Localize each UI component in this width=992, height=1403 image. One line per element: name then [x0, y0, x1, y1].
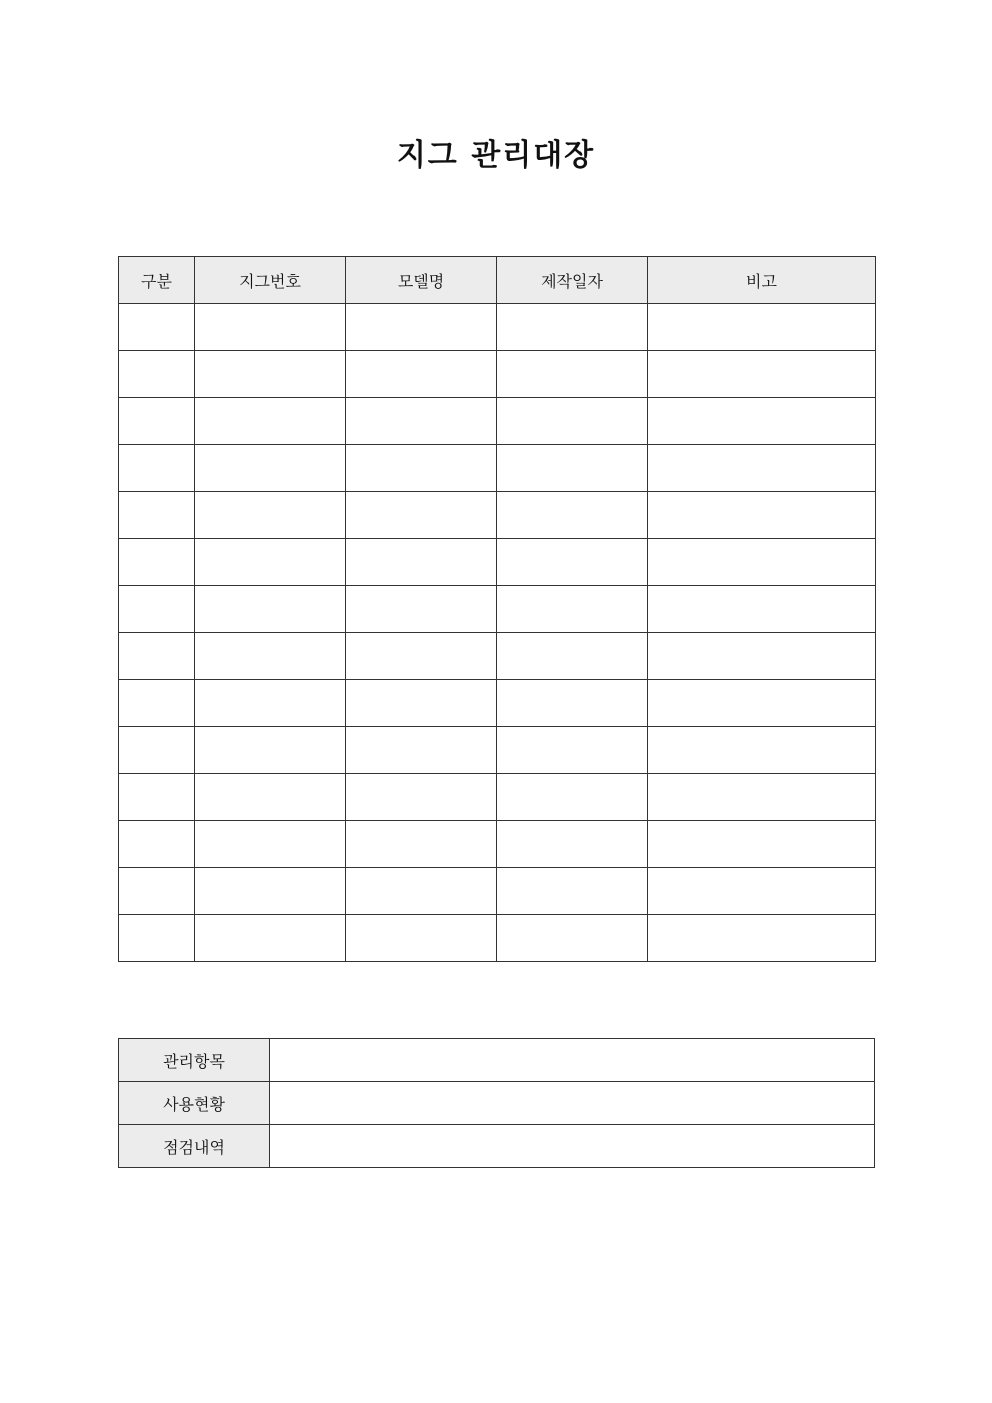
cell-category[interactable] [119, 821, 195, 868]
register-table-body [119, 304, 876, 962]
cell-category[interactable] [119, 633, 195, 680]
cell-production-date[interactable] [497, 351, 648, 398]
cell-jig-number[interactable] [195, 680, 346, 727]
cell-category[interactable] [119, 398, 195, 445]
cell-category[interactable] [119, 727, 195, 774]
info-label-inspection-history: 점검내역 [119, 1125, 270, 1168]
table-row [119, 868, 876, 915]
table-row [119, 304, 876, 351]
cell-remarks[interactable] [648, 821, 876, 868]
cell-remarks[interactable] [648, 915, 876, 962]
table-header-row [119, 257, 876, 304]
cell-jig-number[interactable] [195, 868, 346, 915]
table-row [119, 774, 876, 821]
cell-production-date[interactable] [497, 821, 648, 868]
cell-model-name[interactable] [346, 774, 497, 821]
column-header-category: 구분 [119, 257, 195, 304]
cell-category[interactable] [119, 539, 195, 586]
cell-production-date[interactable] [497, 304, 648, 351]
info-value-management-item[interactable] [270, 1039, 875, 1082]
cell-remarks[interactable] [648, 445, 876, 492]
management-info-table [118, 1038, 875, 1168]
info-row-management-item [119, 1039, 875, 1082]
cell-production-date[interactable] [497, 774, 648, 821]
table-row [119, 492, 876, 539]
cell-production-date[interactable] [497, 727, 648, 774]
cell-remarks[interactable] [648, 774, 876, 821]
table-row [119, 445, 876, 492]
table-row [119, 586, 876, 633]
cell-jig-number[interactable] [195, 633, 346, 680]
table-row [119, 821, 876, 868]
cell-model-name[interactable] [346, 492, 497, 539]
cell-jig-number[interactable] [195, 727, 346, 774]
cell-remarks[interactable] [648, 304, 876, 351]
info-value-inspection-history[interactable] [270, 1125, 875, 1168]
cell-category[interactable] [119, 304, 195, 351]
cell-jig-number[interactable] [195, 492, 346, 539]
table-row [119, 727, 876, 774]
cell-jig-number[interactable] [195, 351, 346, 398]
info-label-management-item: 관리항목 [119, 1039, 270, 1082]
cell-model-name[interactable] [346, 633, 497, 680]
cell-category[interactable] [119, 680, 195, 727]
cell-production-date[interactable] [497, 398, 648, 445]
cell-jig-number[interactable] [195, 445, 346, 492]
info-value-usage-status[interactable] [270, 1082, 875, 1125]
cell-remarks[interactable] [648, 539, 876, 586]
cell-category[interactable] [119, 351, 195, 398]
cell-model-name[interactable] [346, 680, 497, 727]
column-header-jig-number: 지그번호 [195, 257, 346, 304]
cell-jig-number[interactable] [195, 821, 346, 868]
cell-production-date[interactable] [497, 868, 648, 915]
cell-remarks[interactable] [648, 868, 876, 915]
cell-model-name[interactable] [346, 304, 497, 351]
cell-remarks[interactable] [648, 680, 876, 727]
cell-category[interactable] [119, 586, 195, 633]
cell-production-date[interactable] [497, 492, 648, 539]
cell-production-date[interactable] [497, 680, 648, 727]
cell-remarks[interactable] [648, 586, 876, 633]
cell-model-name[interactable] [346, 586, 497, 633]
cell-production-date[interactable] [497, 915, 648, 962]
cell-category[interactable] [119, 492, 195, 539]
info-row-usage-status [119, 1082, 875, 1125]
cell-category[interactable] [119, 774, 195, 821]
page-title: 지그 관리대장 [396, 138, 596, 173]
cell-model-name[interactable] [346, 868, 497, 915]
cell-category[interactable] [119, 915, 195, 962]
column-header-model-name: 모델명 [346, 257, 497, 304]
table-row [119, 539, 876, 586]
cell-jig-number[interactable] [195, 586, 346, 633]
cell-remarks[interactable] [648, 633, 876, 680]
table-row [119, 915, 876, 962]
table-row [119, 398, 876, 445]
column-header-remarks: 비고 [648, 257, 876, 304]
cell-jig-number[interactable] [195, 915, 346, 962]
cell-model-name[interactable] [346, 539, 497, 586]
cell-jig-number[interactable] [195, 304, 346, 351]
cell-jig-number[interactable] [195, 398, 346, 445]
cell-model-name[interactable] [346, 398, 497, 445]
cell-model-name[interactable] [346, 727, 497, 774]
cell-remarks[interactable] [648, 727, 876, 774]
table-row [119, 680, 876, 727]
table-row [119, 633, 876, 680]
cell-jig-number[interactable] [195, 774, 346, 821]
cell-category[interactable] [119, 445, 195, 492]
cell-remarks[interactable] [648, 398, 876, 445]
cell-production-date[interactable] [497, 539, 648, 586]
cell-remarks[interactable] [648, 492, 876, 539]
cell-model-name[interactable] [346, 821, 497, 868]
cell-production-date[interactable] [497, 445, 648, 492]
cell-jig-number[interactable] [195, 539, 346, 586]
table-row [119, 351, 876, 398]
info-row-inspection-history [119, 1125, 875, 1168]
cell-category[interactable] [119, 868, 195, 915]
cell-model-name[interactable] [346, 915, 497, 962]
column-header-production-date: 제작일자 [497, 257, 648, 304]
cell-remarks[interactable] [648, 351, 876, 398]
jig-register-table [118, 256, 876, 962]
cell-production-date[interactable] [497, 586, 648, 633]
cell-model-name[interactable] [346, 351, 497, 398]
cell-production-date[interactable] [497, 633, 648, 680]
info-label-usage-status: 사용현황 [119, 1082, 270, 1125]
cell-model-name[interactable] [346, 445, 497, 492]
